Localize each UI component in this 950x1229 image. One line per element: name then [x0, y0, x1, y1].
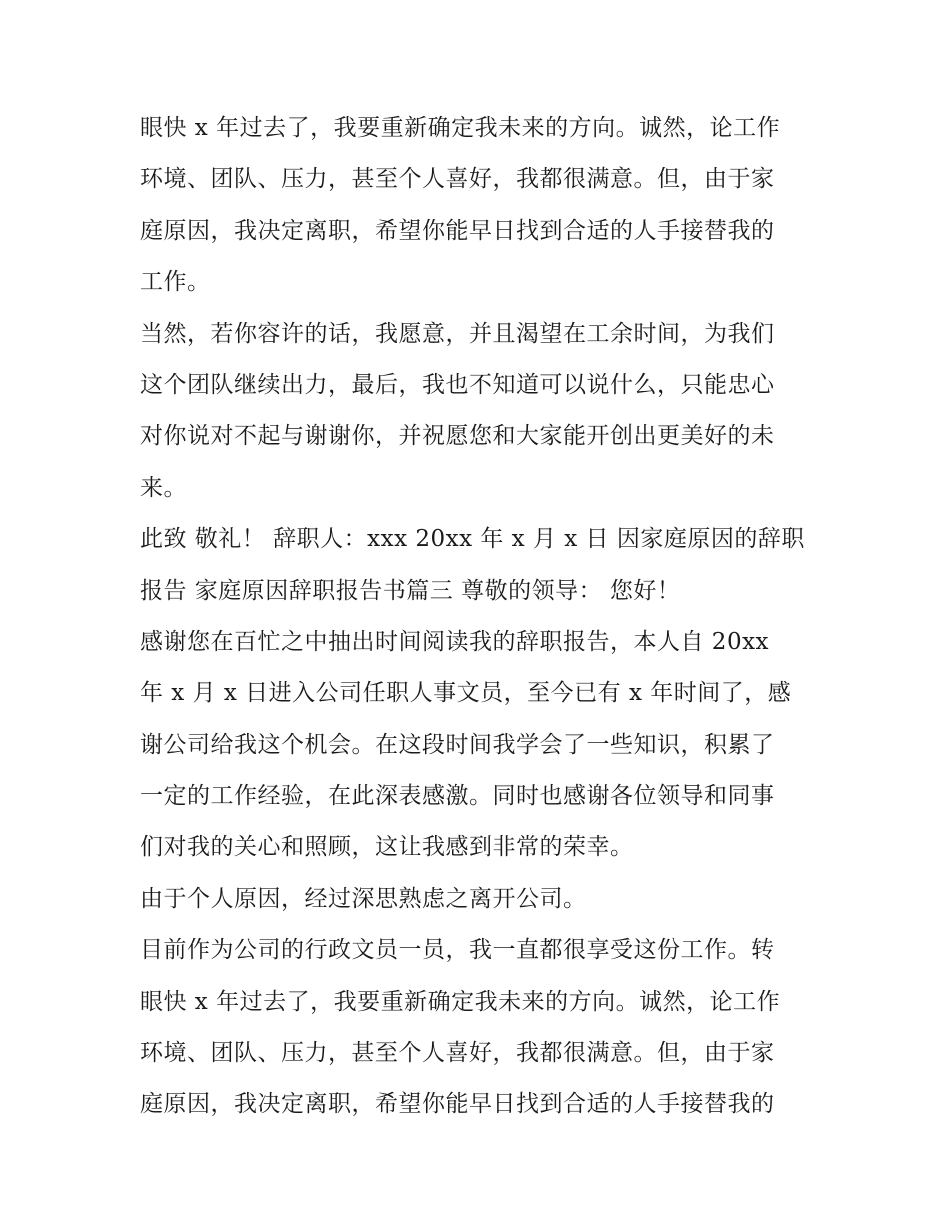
- text-line: 这个团队继续出力，最后，我也不知道可以说什么，只能忠心: [140, 371, 775, 398]
- text-line: 工作。: [140, 269, 211, 296]
- text-line: 谢公司给我这个机会。在这段时间我学会了一些知识，积累了: [140, 731, 775, 758]
- text-line: 来。: [140, 474, 187, 501]
- text-line: 此致 敬礼！ 辞职人：xxx 20xx 年 x 月 x 日 因家庭原因的辞职: [140, 526, 805, 553]
- text-line: 对你说对不起与谢谢你，并祝愿您和大家能开创出更美好的未: [140, 423, 775, 450]
- text-line: 年 x 月 x 日进入公司任职人事文员，至今已有 x 年时间了，感: [140, 680, 792, 707]
- text-line: 眼快 x 年过去了，我要重新确定我未来的方向。诚然，论工作: [140, 988, 781, 1015]
- text-line: 环境、团队、压力，甚至个人喜好，我都很满意。但，由于家: [140, 1040, 775, 1067]
- text-line: 环境、团队、压力，甚至个人喜好，我都很满意。但，由于家: [140, 166, 775, 193]
- document-body: [140, 103, 820, 1131]
- text-line: 由于个人原因，经过深思熟虑之离开公司。: [140, 885, 587, 912]
- text-line: 目前作为公司的行政文员一员，我一直都很享受这份工作。转: [140, 937, 775, 964]
- text-line: 们对我的关心和照顾，这让我感到非常的荣幸。: [140, 834, 634, 861]
- text-line: 报告 家庭原因辞职报告书篇三 尊敬的领导： 您好！: [140, 577, 681, 604]
- text-line: 庭原因，我决定离职，希望你能早日找到合适的人手接替我的: [140, 1091, 775, 1118]
- text-line: 眼快 x 年过去了，我要重新确定我未来的方向。诚然，论工作: [140, 115, 781, 141]
- text-line: 庭原因，我决定离职，希望你能早日找到合适的人手接替我的: [140, 217, 775, 244]
- text-line: 当然，若你容许的话，我愿意，并且渴望在工余时间，为我们: [140, 320, 775, 347]
- text-line: 感谢您在百忙之中抽出时间阅读我的辞职报告，本人自 20xx: [140, 628, 770, 655]
- text-line: 一定的工作经验，在此深表感激。同时也感谢各位领导和同事: [140, 783, 775, 810]
